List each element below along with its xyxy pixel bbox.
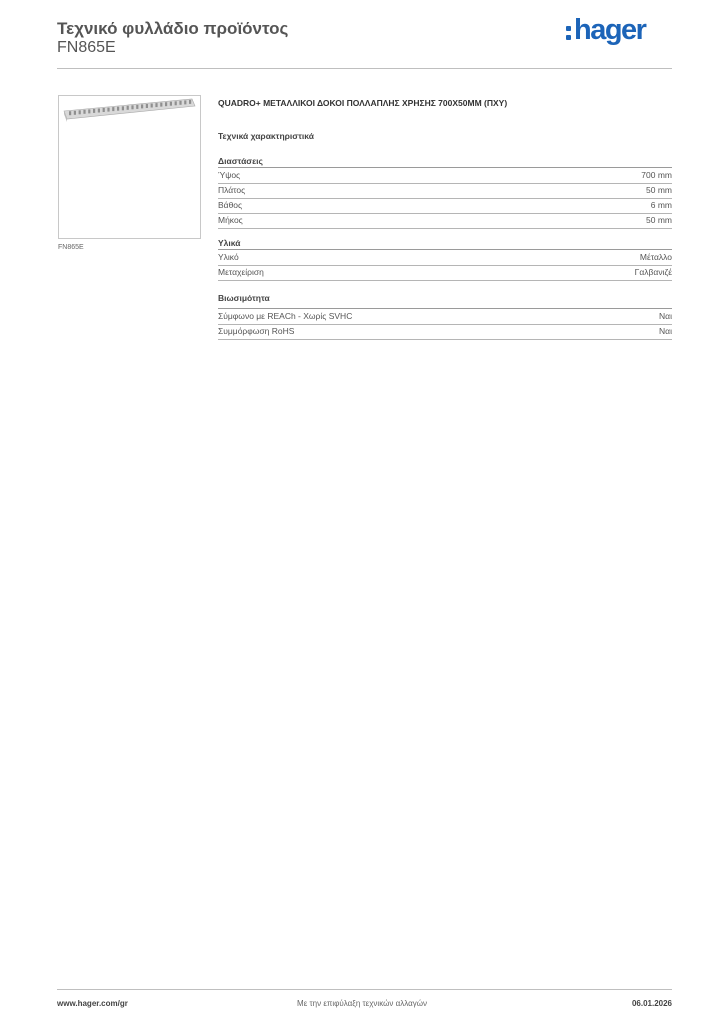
metal-rail-icon bbox=[59, 96, 200, 238]
spec-row bbox=[218, 213, 672, 229]
rail-hole bbox=[98, 109, 100, 113]
product-name: QUADRO+ ΜΕΤΑΛΛΙΚΟΙ ΔΟΚΟΙ ΠΟΛΛΑΠΛΗΣ ΧΡΗΣΗΣ 700X50MM (ΠΧΥ) bbox=[218, 98, 508, 108]
rail-hole bbox=[107, 108, 109, 112]
rail-hole bbox=[141, 104, 143, 108]
logo-dots-icon bbox=[566, 26, 572, 44]
spec-row bbox=[218, 250, 672, 266]
spec-value: Ναι bbox=[659, 311, 672, 321]
section-title-sustainability: Βιωσιμότητα bbox=[218, 293, 270, 303]
rail-hole bbox=[165, 102, 167, 106]
rail-hole bbox=[155, 103, 157, 107]
spec-label: Μήκος bbox=[218, 215, 243, 225]
spec-value: Ναι bbox=[659, 326, 672, 336]
rail-hole bbox=[69, 111, 71, 115]
section-title-dimensions: Διαστάσεις bbox=[218, 156, 263, 166]
footer-date: 06.01.2026 bbox=[631, 999, 672, 1008]
rail-hole bbox=[103, 108, 105, 112]
spec-label: Συμμόρφωση RoHS bbox=[218, 326, 295, 336]
rail-hole bbox=[170, 102, 172, 106]
spec-row bbox=[218, 309, 672, 325]
spec-label: Πλάτος bbox=[218, 185, 246, 195]
spec-label: Ύψος bbox=[218, 170, 241, 180]
rail-hole bbox=[146, 104, 148, 108]
spec-row bbox=[218, 198, 672, 214]
header-divider bbox=[57, 68, 672, 69]
footer-divider bbox=[57, 989, 672, 990]
rail-hole bbox=[175, 101, 177, 105]
footer-website-link[interactable]: www.hager.com/gr bbox=[57, 999, 128, 1008]
hager-logo bbox=[566, 15, 666, 47]
rail-hole bbox=[74, 111, 76, 115]
rail-hole bbox=[160, 103, 162, 107]
spec-label: Βάθος bbox=[218, 200, 243, 210]
rail-hole bbox=[122, 106, 124, 110]
spec-value: Γαλβανιζέ bbox=[634, 267, 672, 277]
spec-row bbox=[218, 168, 672, 184]
spec-value: 50 mm bbox=[646, 185, 672, 195]
rail-hole bbox=[131, 105, 133, 109]
product-code: FN865E bbox=[57, 39, 116, 56]
rail-hole bbox=[79, 110, 81, 114]
logo-text: hager bbox=[574, 14, 646, 46]
rail-hole bbox=[136, 105, 138, 109]
rail-hole bbox=[151, 104, 153, 108]
section-title-materials: Υλικά bbox=[218, 238, 241, 248]
document-title: Τεχνικό φυλλάδιο προϊόντος bbox=[57, 19, 289, 38]
spec-label: Υλικό bbox=[218, 252, 239, 262]
spec-value: 50 mm bbox=[646, 215, 672, 225]
spec-row bbox=[218, 183, 672, 199]
spec-value: 6 mm bbox=[650, 200, 672, 210]
rail-hole bbox=[184, 100, 186, 104]
rail-hole bbox=[83, 110, 85, 114]
product-image bbox=[58, 95, 201, 239]
spec-row bbox=[218, 324, 672, 340]
spec-row bbox=[218, 265, 672, 281]
footer-disclaimer: Με την επιφύλαξη τεχνικών αλλαγών bbox=[297, 999, 427, 1008]
spec-label: Μεταχείριση bbox=[218, 267, 264, 277]
specs-heading: Τεχνικά χαρακτηριστικά bbox=[218, 131, 314, 141]
spec-value: 700 mm bbox=[641, 170, 672, 180]
image-caption: FN865E bbox=[58, 244, 84, 251]
rail-hole bbox=[127, 106, 129, 110]
rail-hole bbox=[179, 101, 181, 105]
spec-label: Σύμφωνο με REACh - Χωρίς SVHC bbox=[218, 311, 353, 321]
rail-hole bbox=[189, 100, 191, 104]
rail-hole bbox=[112, 107, 114, 111]
rail-hole bbox=[88, 109, 90, 113]
rail-hole bbox=[117, 107, 119, 111]
rail-hole bbox=[93, 109, 95, 113]
spec-value: Μέταλλο bbox=[639, 252, 672, 262]
